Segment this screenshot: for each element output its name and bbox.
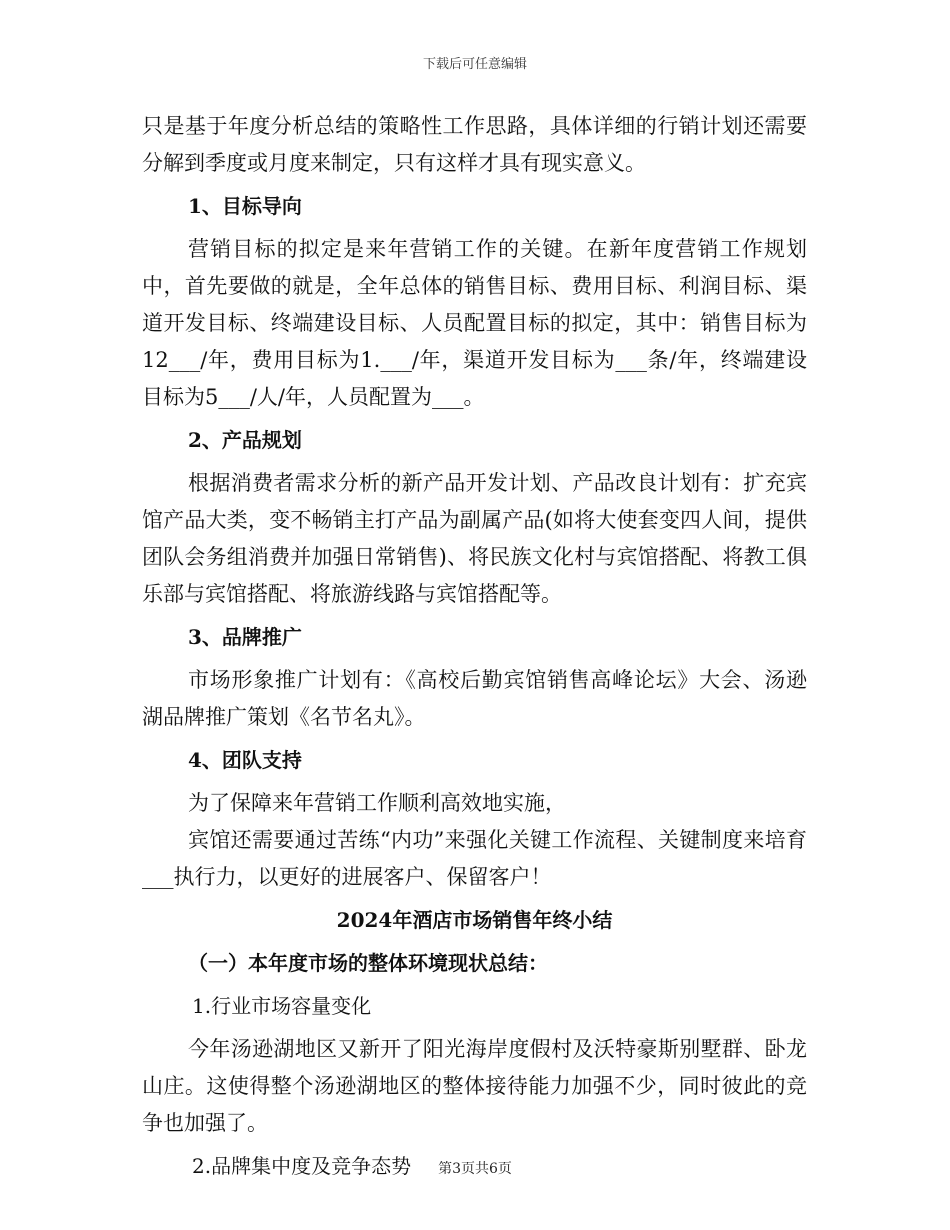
section-text-goal: 营销目标的拟定是来年营销工作的关键。在新年度营销工作规划中，首先要做的就是，全年总体的销售目标、费用目标、利润目标、渠道开发目标、终端建设目标、人员配置目标的拟定，其中：销售目标为12___/年，费用目标为1.___/年，渠道开发目标为___条/年，终端建设目标为5___/人/年，人员配置为___。: [142, 237, 807, 409]
report-title: 2024年酒店市场销售年终小结: [336, 908, 613, 932]
section-heading-product: 2、产品规划: [188, 428, 302, 452]
section-heading-team: 4、团队支持: [188, 748, 302, 772]
document-body: [142, 108, 807, 1185]
report-item-1-text: 今年汤逊湖地区又新开了阳光海岸度假村及沃特豪斯别墅群、卧龙山庄。这使得整个汤逊湖地区的整体接待能力加强不少，同时彼此的竞争也加强了。: [142, 1037, 807, 1135]
section-text-brand: 市场形象推广计划有：《高校后勤宾馆销售高峰论坛》大会、汤逊湖品牌推广策划《名节名丸》。: [142, 668, 807, 729]
report-subtitle: （一）本年度市场的整体环境现状总结：: [188, 951, 548, 975]
report-item-1: 1.行业市场容量变化: [192, 994, 372, 1018]
section-text-product: 根据消费者需求分析的新产品开发计划、产品改良计划有：扩充宾馆产品大类，变不畅销主打产品为副属产品(如将大使套变四人间，提供团队会务组消费并加强日常销售)、将民族文化村与宾馆搭配、将教工俱乐部与宾馆搭配、将旅游线路与宾馆搭配等。: [142, 471, 807, 606]
page-header: 下载后可任意编辑: [422, 57, 527, 72]
section-text-team-2: 宾馆还需要通过苦练“内功”来强化关键工作流程、关键制度来培育___执行力，以更好的进展客户、保留客户！: [142, 828, 807, 889]
section-text-team-1: 为了保障来年营销工作顺利高效地实施，: [188, 791, 566, 815]
report-item-2: 2.品牌集中度及竞争态势: [192, 1154, 412, 1178]
section-heading-brand: 3、品牌推广: [188, 625, 302, 649]
paragraph-intro: 只是基于年度分析总结的策略性工作思路，具体详细的行销计划还需要分解到季度或月度来制定，只有这样才具有现实意义。: [142, 114, 807, 175]
page-footer: 第3页共6页: [438, 1161, 512, 1177]
section-heading-goal: 1、目标导向: [188, 194, 302, 218]
